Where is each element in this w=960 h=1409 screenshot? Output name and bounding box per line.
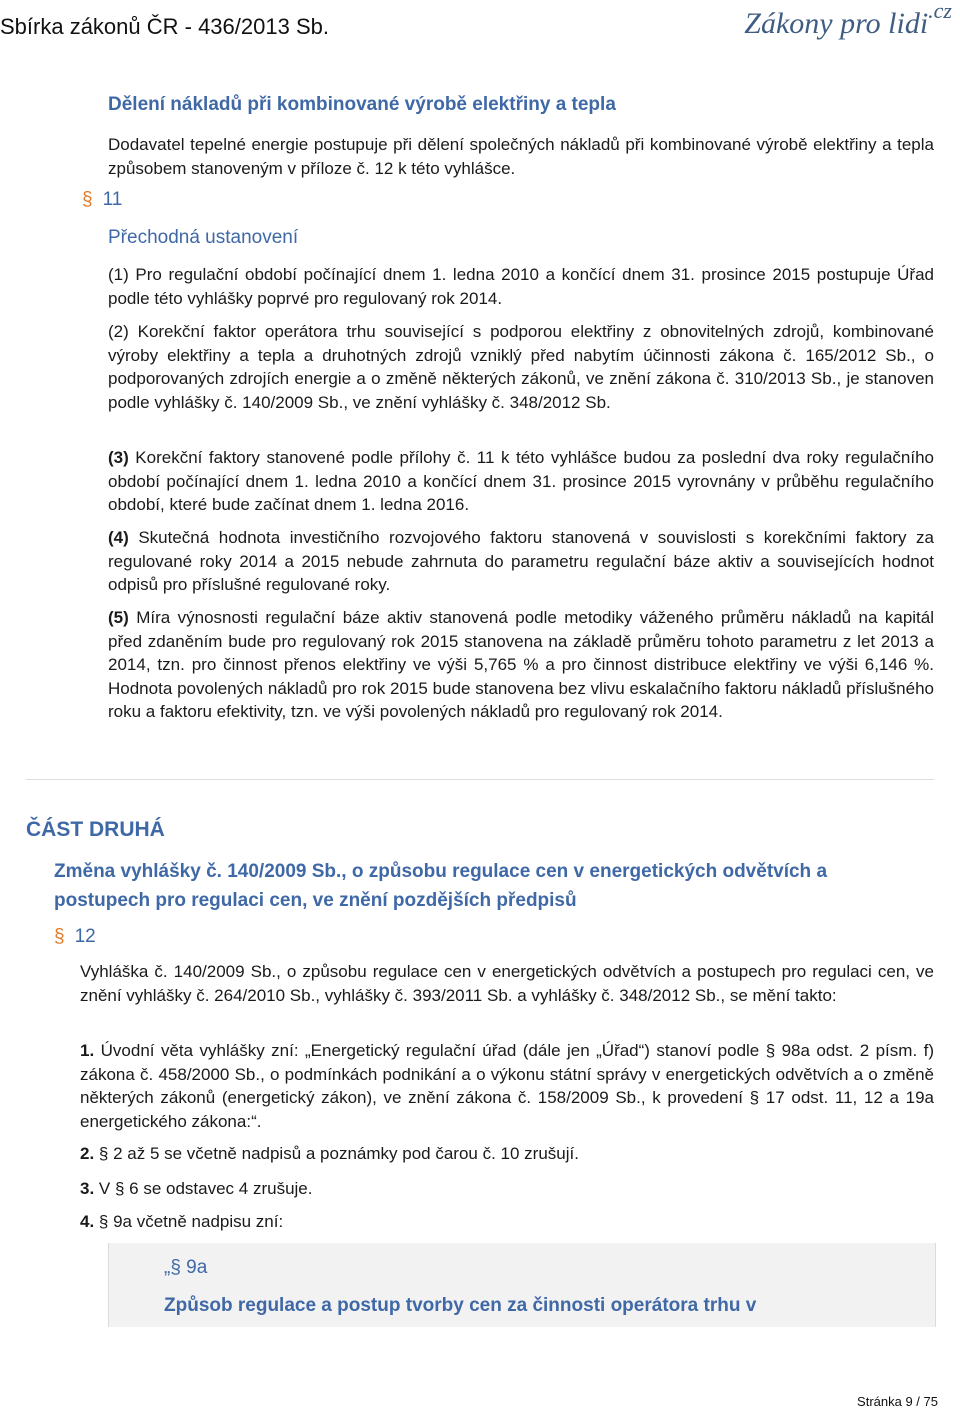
section-11-paragraph-5 [108,606,934,724]
part-two-title: ČÁST DRUHÁ [26,818,165,841]
section-11-number [82,189,122,211]
brand-name: Zákony pro lidi [744,7,929,40]
document-title: Sbírka zákonů ČR - 436/2013 Sb. [0,14,329,39]
amendment-item-1 [80,1039,934,1133]
site-logo[interactable] [744,2,952,41]
paragraph-sign-icon: § [82,189,93,210]
quoted-text-box [108,1243,936,1327]
paragraph-number: (5) [108,608,129,627]
section-heading-cogeneration: Dělení nákladů při kombinované výrobě elektřiny a tepla [108,94,616,115]
item-text: § 2 až 5 se včetně nadpisů a poznámky pod čarou č. 10 zrušují. [94,1144,579,1163]
section-11-paragraph-4 [108,526,934,597]
item-number: 1. [80,1041,95,1060]
quoted-section-number: „§ 9a [164,1257,208,1278]
paragraph-text: Skutečná hodnota investičního rozvojového faktoru stanovená v souvislosti s korekčními faktory za regulované roky 2014 a 2015 nebude zahrnuta do parametru regulační báze aktiv a souvisejících hodnot odpisů pro příslušné regulované roky. [108,528,934,594]
item-number: 4. [80,1212,95,1231]
section-11-label: 11 [102,189,123,210]
divider [26,779,934,780]
amendment-item-2 [80,1142,934,1166]
section-12-number [54,926,96,948]
paragraph-number: (3) [108,448,129,467]
amendment-title: Změna vyhlášky č. 140/2009 Sb., o způsobu regulace cen v energetických odvětvích a postupech pro regulaci cen, ve znění pozdějších předpisů [54,861,828,911]
amendment-item-3 [80,1177,934,1201]
section-11-heading: Přechodná ustanovení [108,227,299,248]
item-number: 2. [80,1144,95,1163]
item-text: Úvodní věta vyhlášky zní: „Energetický regulační úřad (dále jen „Úřad“) stanoví podle § 98a odst. 2 písm. f) zákona č. 458/2000 Sb., o podmínkách podnikání a o výkonu státní správy v energetických odvětvích a o změně některých zákonů (energetický zákon), ve znění zákona č. 158/2009 Sb., k provedení § 17 odst. 11, 12 a 19a energetického zákona:“. [80,1041,934,1131]
page-number: Stránka 9 / 75 [857,1394,938,1409]
section-11-paragraph-3 [108,446,934,517]
item-text: V § 6 se odstavec 4 zrušuje. [94,1179,313,1198]
brand-suffix: .cz [928,0,952,23]
item-text: § 9a včetně nadpisu zní: [94,1212,284,1231]
cogeneration-text: Dodavatel tepelné energie postupuje při dělení společných nákladů při kombinované výrobě elektřiny a tepla způsobem stanoveným v příloze č. 12 k této vyhlášce. [108,135,934,178]
amendment-item-4 [80,1210,934,1234]
paragraph-sign-icon: § [54,926,65,947]
section-12-label: 12 [74,926,96,947]
paragraph-text: Korekční faktory stanovené podle přílohy č. 11 k této vyhlášce budou za poslední dva roky regulačního období počínající dnem 1. ledna 2010 a končící dnem 31. prosince 2015 vyrovnány v průběhu regulačního období, které bude začínat dnem 1. ledna 2016. [108,448,934,514]
quoted-section-heading: Způsob regulace a postup tvorby cen za činnosti operátora trhu v [164,1295,757,1316]
section-11-paragraph-1: (1) Pro regulační období počínající dnem 1. ledna 2010 a končící dnem 31. prosince 2015 postupuje Úřad podle této vyhlášky poprvé pro regulovaný rok 2014. [108,265,934,308]
page-header [0,0,960,48]
section-11-paragraph-2: (2) Korekční faktor operátora trhu související s podporou elektřiny z obnovitelných zdrojů, kombinované výroby elektřiny a tepla a druhotných zdrojů vzniklý před nabytím účinnosti zákona č. 165/2012 Sb., o podporovaných zdrojích energie a o změně některých zákonů, ve znění zákona č. 310/2013 Sb., je stanoven podle vyhlášky č. 140/2009 Sb., ve znění vyhlášky č. 348/2012 Sb. [108,322,934,412]
paragraph-text: Míra výnosnosti regulační báze aktiv stanovená podle metodiky váženého průměru nákladů na kapitál před zdaněním bude pro regulovaný rok 2015 stanovena na základě průměru tohoto parametru z let 2013 a 2014, tzn. pro činnost přenos elektřiny ve výši 5,765 % a pro činnost distribuce elektřiny ve výši 6,146 %. Hodnota povolených nákladů pro rok 2015 bude stanovena bez vlivu eskalačního faktoru nákladů příslušného roku a faktoru efektivity, tzn. ve výši povolených nákladů pro regulovaný rok 2014. [108,608,934,721]
item-number: 3. [80,1179,95,1198]
paragraph-number: (4) [108,528,129,547]
section-12-intro: Vyhláška č. 140/2009 Sb., o způsobu regulace cen v energetických odvětvích a postupech pro regulaci cen, ve znění vyhlášky č. 264/2010 Sb., vyhlášky č. 393/2011 Sb. a vyhlášky č. 348/2012 Sb., se mění takto: [80,962,934,1005]
